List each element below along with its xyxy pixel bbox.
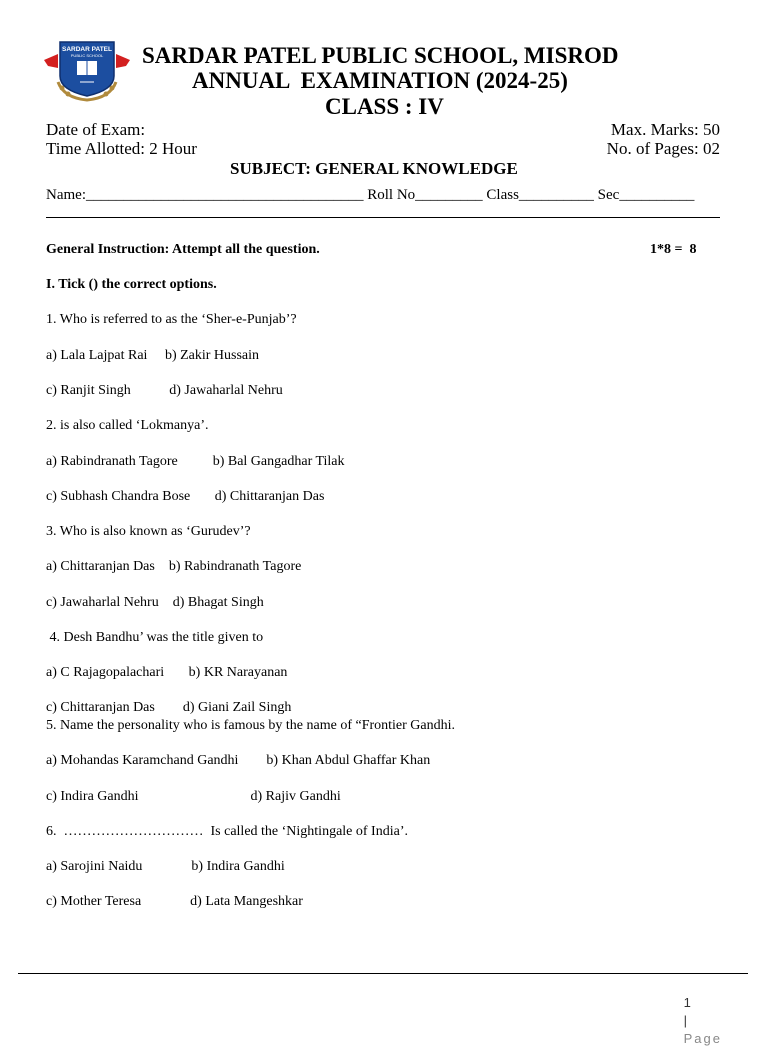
subject-title: SUBJECT: GENERAL KNOWLEDGE xyxy=(230,159,518,178)
marks-scheme: 1*8 = 8 xyxy=(650,242,697,257)
question-text: 4. Desh Bandhu’ was the title given to xyxy=(46,630,264,645)
question-text: 3. Who is also known as ‘Gurudev’? xyxy=(46,524,251,539)
page-footer xyxy=(676,976,722,1048)
class-title: CLASS : IV xyxy=(325,94,444,119)
student-details-line: Name:_____________________________________ Roll No_________ Class__________ Sec__________ xyxy=(46,187,695,203)
question-text: 2. is also called ‘Lokmanya’. xyxy=(46,418,209,433)
options-ab: a) Sarojini Naidu b) Indira Gandhi xyxy=(46,859,285,874)
options-ab: a) Rabindranath Tagore b) Bal Gangadhar Tilak xyxy=(46,454,345,469)
exam-title: ANNUAL EXAMINATION (2024-25) xyxy=(192,68,568,93)
options-cd: c) Mother Teresa d) Lata Mangeshkar xyxy=(46,894,303,909)
options-cd: c) Chittaranjan Das d) Giani Zail Singh xyxy=(46,700,292,715)
general-instruction: General Instruction: Attempt all the question. xyxy=(46,242,320,257)
logo-title: SARDAR PATEL xyxy=(62,46,112,53)
date-of-exam: Date of Exam: xyxy=(46,120,146,139)
footer-divider xyxy=(18,973,748,974)
page-label: Page xyxy=(683,1031,722,1046)
question-text: 5. Name the personality who is famous by the name of “Frontier Gandhi. xyxy=(46,718,456,733)
options-cd: c) Ranjit Singh d) Jawaharlal Nehru xyxy=(46,383,283,398)
time-allotted: Time Allotted: 2 Hour xyxy=(46,139,197,158)
school-logo xyxy=(44,38,130,104)
footer-separator: | xyxy=(683,1013,688,1028)
page-number: 1 xyxy=(683,995,691,1010)
options-ab: a) Mohandas Karamchand Gandhi b) Khan Abdul Ghaffar Khan xyxy=(46,753,431,768)
logo-subtitle: PUBLIC SCHOOL xyxy=(70,53,104,58)
options-cd: c) Subhash Chandra Bose d) Chittaranjan Das xyxy=(46,489,325,504)
options-ab: a) Lala Lajpat Rai b) Zakir Hussain xyxy=(46,348,260,363)
header-divider xyxy=(46,217,720,218)
options-cd: c) Jawaharlal Nehru d) Bhagat Singh xyxy=(46,595,264,610)
school-name: SARDAR PATEL PUBLIC SCHOOL, MISROD xyxy=(142,43,619,68)
max-marks: Max. Marks: 50 xyxy=(610,120,720,139)
question-text: 6. ………………………… Is called the ‘Nightingale of India’. xyxy=(46,824,408,839)
question-text: 1. Who is referred to as the ‘Sher-e-Punjab’? xyxy=(46,312,297,327)
options-cd: c) Indira Gandhi d) Rajiv Gandhi xyxy=(46,789,341,804)
section-heading: I. Tick () the correct options. xyxy=(46,277,217,292)
number-of-pages: No. of Pages: 02 xyxy=(606,139,720,158)
options-ab: a) C Rajagopalachari b) KR Narayanan xyxy=(46,665,288,680)
options-ab: a) Chittaranjan Das b) Rabindranath Tagore xyxy=(46,559,302,574)
